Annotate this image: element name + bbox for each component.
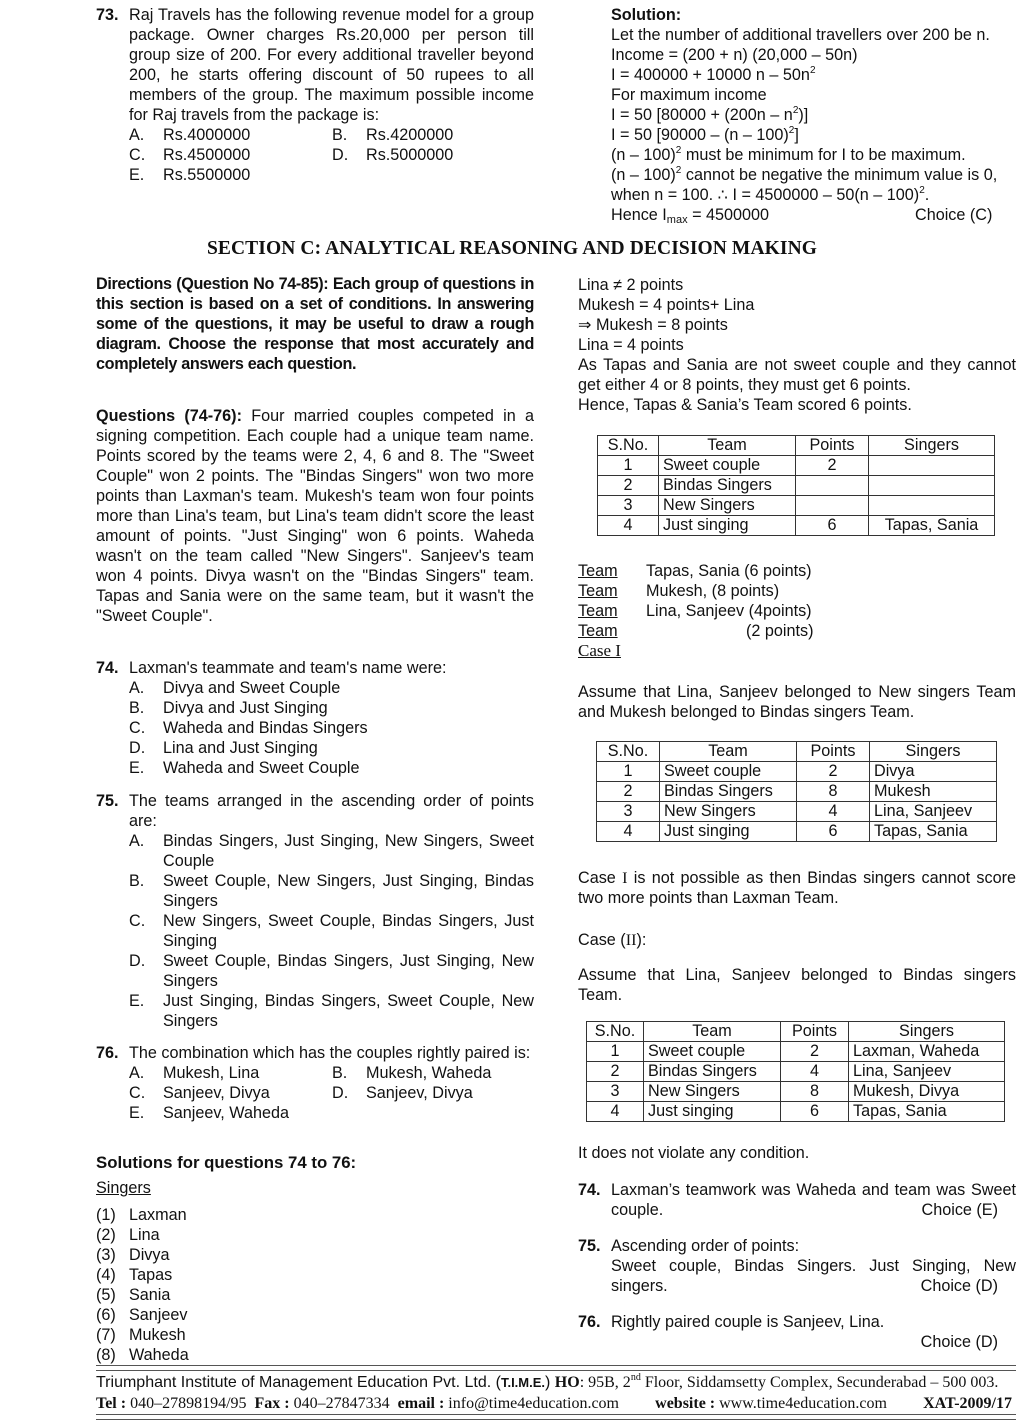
footer-contact: Tel : 040–27898194/95 Fax : 040–27847334 email : info@time4education.com website : www.time4education.com XAT-2009/17 xyxy=(96,1394,1016,1414)
option-e: E. Waheda and Sweet Couple xyxy=(129,759,360,777)
singer-item: (2) Lina xyxy=(96,1226,160,1244)
question-number: 73. xyxy=(96,6,119,24)
deduction-line: Hence, Tapas & Sania’s Team scored 6 points. xyxy=(578,396,912,414)
table-header-row: S.No. Team Points Singers xyxy=(587,1022,1005,1042)
table-row: 2 Bindas Singers 4 Lina, Sanjeev xyxy=(587,1062,1005,1082)
deduction-line: Mukesh = 4 points+ Lina xyxy=(578,296,755,314)
option-d: D. Sweet Couple, Bindas Singers, Just Singing, New Singers xyxy=(129,952,534,990)
question-number: 74. xyxy=(96,659,119,677)
website-link[interactable]: www.time4education.com xyxy=(715,1395,887,1412)
team-item: Team (2 points) xyxy=(578,622,814,640)
answer-choice: Choice (D) xyxy=(920,1277,998,1295)
option-a: A. Bindas Singers, Just Singing, New Singers, Sweet Couple xyxy=(129,832,534,870)
table-row: 3 New Singers 4 Lina, Sanjeev xyxy=(597,802,997,822)
table-header-row: S.No. Team Points Singers xyxy=(597,742,997,762)
team-table-case-2 xyxy=(586,1021,1005,1122)
deductions xyxy=(578,275,1016,415)
table-row: 4 Just singing 6 Tapas, Sania xyxy=(597,822,997,842)
option-c: C. New Singers, Sweet Couple, Bindas Singers, Just Singing xyxy=(129,912,534,950)
solution-line: Let the number of additional travellers over 200 be n. xyxy=(611,26,990,44)
question-76 xyxy=(96,1043,534,1123)
footer-rule-bottom xyxy=(96,1414,1016,1420)
case-1-text: Assume that Lina, Sanjeev belonged to New singers Team and Mukesh belonged to Bindas singers Team. xyxy=(578,683,1016,721)
question-text: Raj Travels has the following revenue model for a group package. Owner charges Rs.20,000 per person till group size of 200. For every additional traveller beyond 200, he starts offering discount of 50 rupees to all members of the group. The maximum possible income for Raj travels from the package is: xyxy=(129,6,534,124)
email-link[interactable]: info@time4education.com xyxy=(444,1395,619,1412)
table-header-row: S.No. Team Points Singers xyxy=(598,436,995,456)
case-2-label: Case (II): xyxy=(578,931,647,949)
question-text: Laxman's teammate and team's name were: xyxy=(129,659,447,677)
questions-intro-label: Questions (74-76): xyxy=(96,407,242,425)
option-b: B. Rs.4200000 xyxy=(332,126,454,144)
singer-item: (7) Mukesh xyxy=(96,1326,186,1344)
solutions-heading: Solutions for questions 74 to 76: xyxy=(96,1153,357,1172)
singer-item: (6) Sanjeev xyxy=(96,1306,188,1324)
section-title: SECTION C: ANALYTICAL REASONING AND DECISION MAKING xyxy=(206,238,818,259)
solution-line: (n – 100)$^2$ cannot be negative the minimum value is 0, xyxy=(611,165,998,184)
solution-73 xyxy=(611,5,1016,225)
answer-choice: Choice (E) xyxy=(921,1201,998,1219)
option-b: B. Sweet Couple, New Singers, Just Singing, Bindas Singers xyxy=(129,872,534,910)
case-2-text: Assume that Lina, Sanjeev belonged to Bindas singers Team. xyxy=(578,966,1016,1004)
deduction-line: As Tapas and Sania are not sweet couple and they cannot get either 4 or 8 points, they must get 6 points. xyxy=(578,356,1016,394)
solution-line: Income = (200 + n) (20,000 – 50n) xyxy=(611,46,858,64)
question-text: The combination which has the couples rightly paired is: xyxy=(129,1044,531,1062)
singer-item: (4) Tapas xyxy=(96,1266,173,1284)
questions-intro: Questions (74-76): Four married couples competed in a signing competition. Each couple had a unique team name. Points scored by the teams were 2, 4, 6 and 8. The "Sweet Couple" won 2 points. The "Bindas Singers" won two more points than Laxman's team. Mukesh's team won four points more than Lina's team, but Lina's team didn't score the least amount of points. "Just Singing" won 6 points. Waheda wasn't on the team called "New Singers". Sanjeev's team won 4 points. Divya wasn't on the "Bindas Singers" team. Tapas and Sania were on the same team, but it wasn't the "Sweet Couple". xyxy=(96,407,534,625)
team-table-initial xyxy=(597,435,995,536)
team-table-case-1 xyxy=(596,741,997,842)
footer-address: Triumphant Institute of Management Education Pvt. Ltd. (T.I.M.E.) HO: 95B, 2nd Floor, Siddamsetty Complex, Secunderabad – 500 003. xyxy=(96,1372,999,1391)
question-73 xyxy=(96,5,534,185)
table-row: 3 New Singers 8 Mukesh, Divya xyxy=(587,1082,1005,1102)
option-b: B. Mukesh, Waheda xyxy=(332,1064,492,1082)
question-75 xyxy=(96,791,534,1031)
table-row: 1 Sweet couple 2 Divya xyxy=(597,762,997,782)
option-b: B. Divya and Just Singing xyxy=(129,699,328,717)
singers-heading: Singers xyxy=(96,1179,151,1197)
team-item: Team Lina, Sanjeev (4points) xyxy=(578,602,812,620)
answer-75: 75. Ascending order of points: Sweet couple, Bindas Singers. Just Singing, New singers. Choice (D) xyxy=(578,1237,1016,1295)
option-d: D. Lina and Just Singing xyxy=(129,739,318,757)
solution-line: I = 50 [90000 – (n – 100)$^2$] xyxy=(611,125,799,144)
solution-line: when n = 100. ∴ I = 4500000 – 50(n – 100)$^2$. xyxy=(611,185,930,204)
case-1-label: Case I xyxy=(578,641,621,660)
solution-heading: Solution: xyxy=(611,6,682,24)
deduction-line: Lina = 4 points xyxy=(578,336,684,354)
option-e: E. Just Singing, Bindas Singers, Sweet Couple, New Singers xyxy=(129,992,534,1030)
option-c: C. Waheda and Bindas Singers xyxy=(129,719,368,737)
option-c: C. Sanjeev, Divya xyxy=(129,1084,270,1102)
answer-76: 76. Rightly paired couple is Sanjeev, Lina. Choice (D) xyxy=(578,1313,998,1351)
solution-line: For maximum income xyxy=(611,86,767,104)
solution-line: Hence $I_{max} = 4500000$ Choice (C) xyxy=(611,206,993,226)
solution-line: I = 400000 + 10000 n – $50n^2$ xyxy=(611,65,816,84)
page-code: XAT-2009/17 xyxy=(923,1395,1012,1412)
question-74 xyxy=(96,658,534,778)
solution-line: (n – 100)$^2$ must be minimum for I to be maximum. xyxy=(611,145,966,164)
teams-list xyxy=(578,561,1016,661)
directions: Directions (Question No 74-85): Each group of questions in this section is based on a set of conditions. In answering some of the questions, it may be useful to draw a rough diagram. Choose the response that most accurately and completely answers each question. xyxy=(96,275,534,373)
singer-item: (5) Sania xyxy=(96,1286,171,1304)
singer-item: (1) Laxman xyxy=(96,1206,187,1224)
option-a: A. Rs.4000000 xyxy=(129,126,251,144)
table-row: 1 Sweet couple 2 Laxman, Waheda xyxy=(587,1042,1005,1062)
deduction-line: Lina ≠ 2 points xyxy=(578,276,684,294)
table-row: 4 Just singing 6 Tapas, Sania xyxy=(587,1102,1005,1122)
answer-choice: Choice (D) xyxy=(920,1333,998,1351)
question-number: 76. xyxy=(96,1044,119,1062)
footer-rule-top xyxy=(96,1365,1016,1371)
deduction-line: ⇒ Mukesh = 8 points xyxy=(578,316,728,334)
singer-item: (8) Waheda xyxy=(96,1346,189,1364)
option-c: C. Rs.4500000 xyxy=(129,146,251,164)
table-row: 3 New Singers xyxy=(598,496,995,516)
table-row: 4 Just singing 6 Tapas, Sania xyxy=(598,516,995,536)
option-d: D. Sanjeev, Divya xyxy=(332,1084,473,1102)
singers-list xyxy=(96,1205,534,1365)
option-a: A. Divya and Sweet Couple xyxy=(129,679,341,697)
question-number: 75. xyxy=(96,792,119,810)
case-1-conclusion: Case I is not possible as then Bindas singers cannot score two more points than Laxman Team. xyxy=(578,869,1016,907)
table-row: 2 Bindas Singers 8 Mukesh xyxy=(597,782,997,802)
table-row: 1 Sweet couple 2 xyxy=(598,456,995,476)
table-row: 2 Bindas Singers xyxy=(598,476,995,496)
option-d: D. Rs.5000000 xyxy=(332,146,454,164)
option-e: E. Sanjeev, Waheda xyxy=(129,1104,289,1122)
singer-item: (3) Divya xyxy=(96,1246,170,1264)
option-a: A. Mukesh, Lina xyxy=(129,1064,260,1082)
team-item: Team Mukesh, (8 points) xyxy=(578,582,780,600)
option-e: E. Rs.5500000 xyxy=(129,166,251,184)
solution-line: I = 50 $[80000 + (200n - n^2)]$ xyxy=(611,105,809,124)
team-item: Team Tapas, Sania (6 points) xyxy=(578,562,812,580)
question-text: The teams arranged in the ascending order of points are: xyxy=(129,792,534,830)
answer-74: 74. Laxman’s teamwork was Waheda and team was Sweet couple. Choice (E) xyxy=(578,1181,1016,1219)
case-2-conclusion: It does not violate any condition. xyxy=(578,1144,810,1162)
answer-choice: Choice (C) xyxy=(915,206,993,224)
